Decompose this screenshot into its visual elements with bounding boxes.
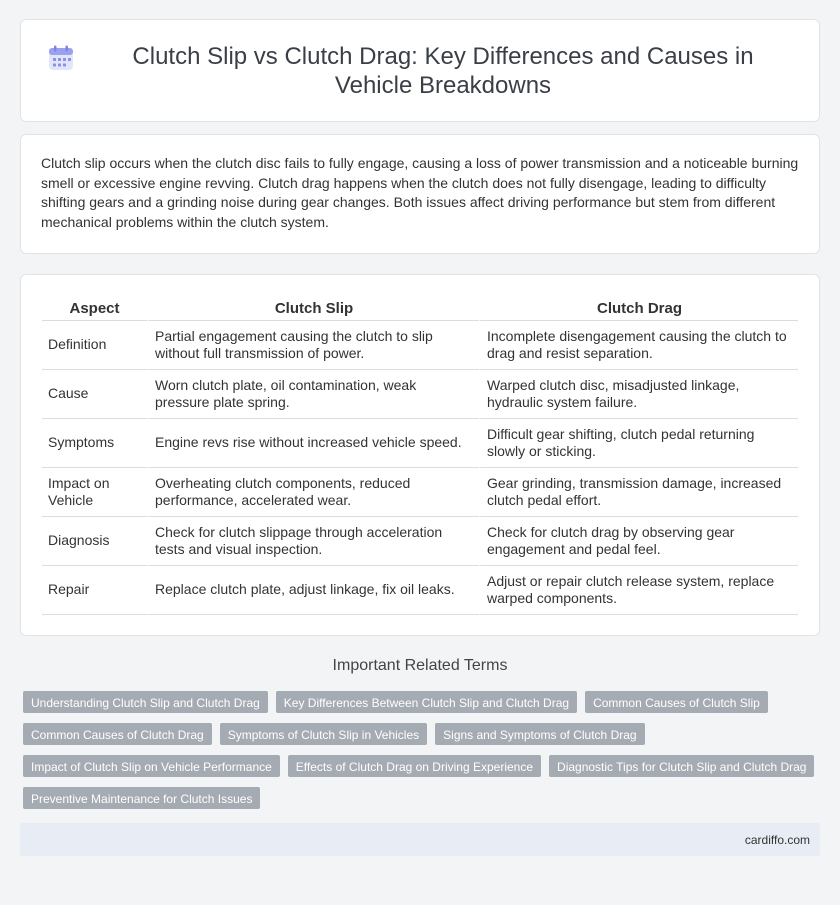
table-row	[42, 517, 798, 566]
cell-aspect: Diagnosis	[42, 517, 147, 566]
table-row	[42, 468, 798, 517]
footer	[20, 823, 820, 856]
table-row	[42, 321, 798, 370]
footer-site-link[interactable]: cardiffo.com	[744, 832, 810, 847]
cell-aspect: Cause	[42, 370, 147, 419]
related-term-tag[interactable]: Key Differences Between Clutch Slip and Clutch Drag	[276, 691, 577, 713]
cell-clutch-drag: Adjust or repair clutch release system, replace warped components.	[479, 566, 798, 615]
cell-clutch-drag: Warped clutch disc, misadjusted linkage, hydraulic system failure.	[479, 370, 798, 419]
related-term-tag[interactable]: Common Causes of Clutch Slip	[585, 691, 768, 713]
related-term-tag[interactable]: Impact of Clutch Slip on Vehicle Performance	[23, 755, 280, 777]
cell-clutch-slip: Overheating clutch components, reduced performance, accelerated wear.	[147, 468, 479, 517]
cell-clutch-slip: Engine revs rise without increased vehicle speed.	[147, 419, 479, 468]
cell-clutch-drag: Difficult gear shifting, clutch pedal returning slowly or sticking.	[479, 419, 798, 468]
related-term-tag[interactable]: Effects of Clutch Drag on Driving Experience	[288, 755, 541, 777]
header-clutch-slip: Clutch Slip	[147, 296, 479, 321]
cell-clutch-slip: Check for clutch slippage through acceleration tests and visual inspection.	[147, 517, 479, 566]
cell-aspect: Impact on Vehicle	[42, 468, 147, 517]
table-row	[42, 419, 798, 468]
intro-text: Clutch slip occurs when the clutch disc fails to fully engage, causing a loss of power transmission and a noticeable burning smell or excessive engine revving. Clutch drag happens when the clutch does not fully disengage, leading to difficulty shifting gears and a grinding noise during gear changes. Both issues affect driving performance but stem from different mechanical problems within the clutch system.	[41, 155, 799, 230]
table-row	[42, 566, 798, 615]
related-term-tag[interactable]: Common Causes of Clutch Drag	[23, 723, 212, 745]
page-title: Clutch Slip vs Clutch Drag: Key Differences and Causes in Vehicle Breakdowns	[132, 42, 754, 99]
cell-clutch-slip: Partial engagement causing the clutch to slip without full transmission of power.	[147, 321, 479, 370]
cell-clutch-slip: Worn clutch plate, oil contamination, weak pressure plate spring.	[147, 370, 479, 419]
comparison-card	[20, 274, 820, 636]
intro-card	[20, 134, 820, 254]
cell-aspect: Repair	[42, 566, 147, 615]
cell-aspect: Definition	[42, 321, 147, 370]
cell-aspect: Symptoms	[42, 419, 147, 468]
comparison-table	[42, 296, 798, 615]
related-terms-heading: Important Related Terms	[332, 657, 508, 674]
related-term-tag[interactable]: Understanding Clutch Slip and Clutch Drag	[23, 691, 268, 713]
table-header-row	[42, 296, 798, 321]
related-term-tag[interactable]: Symptoms of Clutch Slip in Vehicles	[220, 723, 427, 745]
table-row	[42, 370, 798, 419]
related-term-tag[interactable]: Diagnostic Tips for Clutch Slip and Clutch Drag	[549, 755, 814, 777]
cell-clutch-drag: Check for clutch drag by observing gear engagement and pedal feel.	[479, 517, 798, 566]
cell-clutch-slip: Replace clutch plate, adjust linkage, fix oil leaks.	[147, 566, 479, 615]
cell-clutch-drag: Gear grinding, transmission damage, increased clutch pedal effort.	[479, 468, 798, 517]
related-terms-list	[23, 691, 820, 809]
cell-clutch-drag: Incomplete disengagement causing the clutch to drag and resist separation.	[479, 321, 798, 370]
header-aspect: Aspect	[42, 296, 147, 321]
related-term-tag[interactable]: Preventive Maintenance for Clutch Issues	[23, 787, 260, 809]
calendar-icon	[47, 44, 75, 72]
related-term-tag[interactable]: Signs and Symptoms of Clutch Drag	[435, 723, 644, 745]
header-clutch-drag: Clutch Drag	[479, 296, 798, 321]
title-card	[20, 19, 820, 122]
